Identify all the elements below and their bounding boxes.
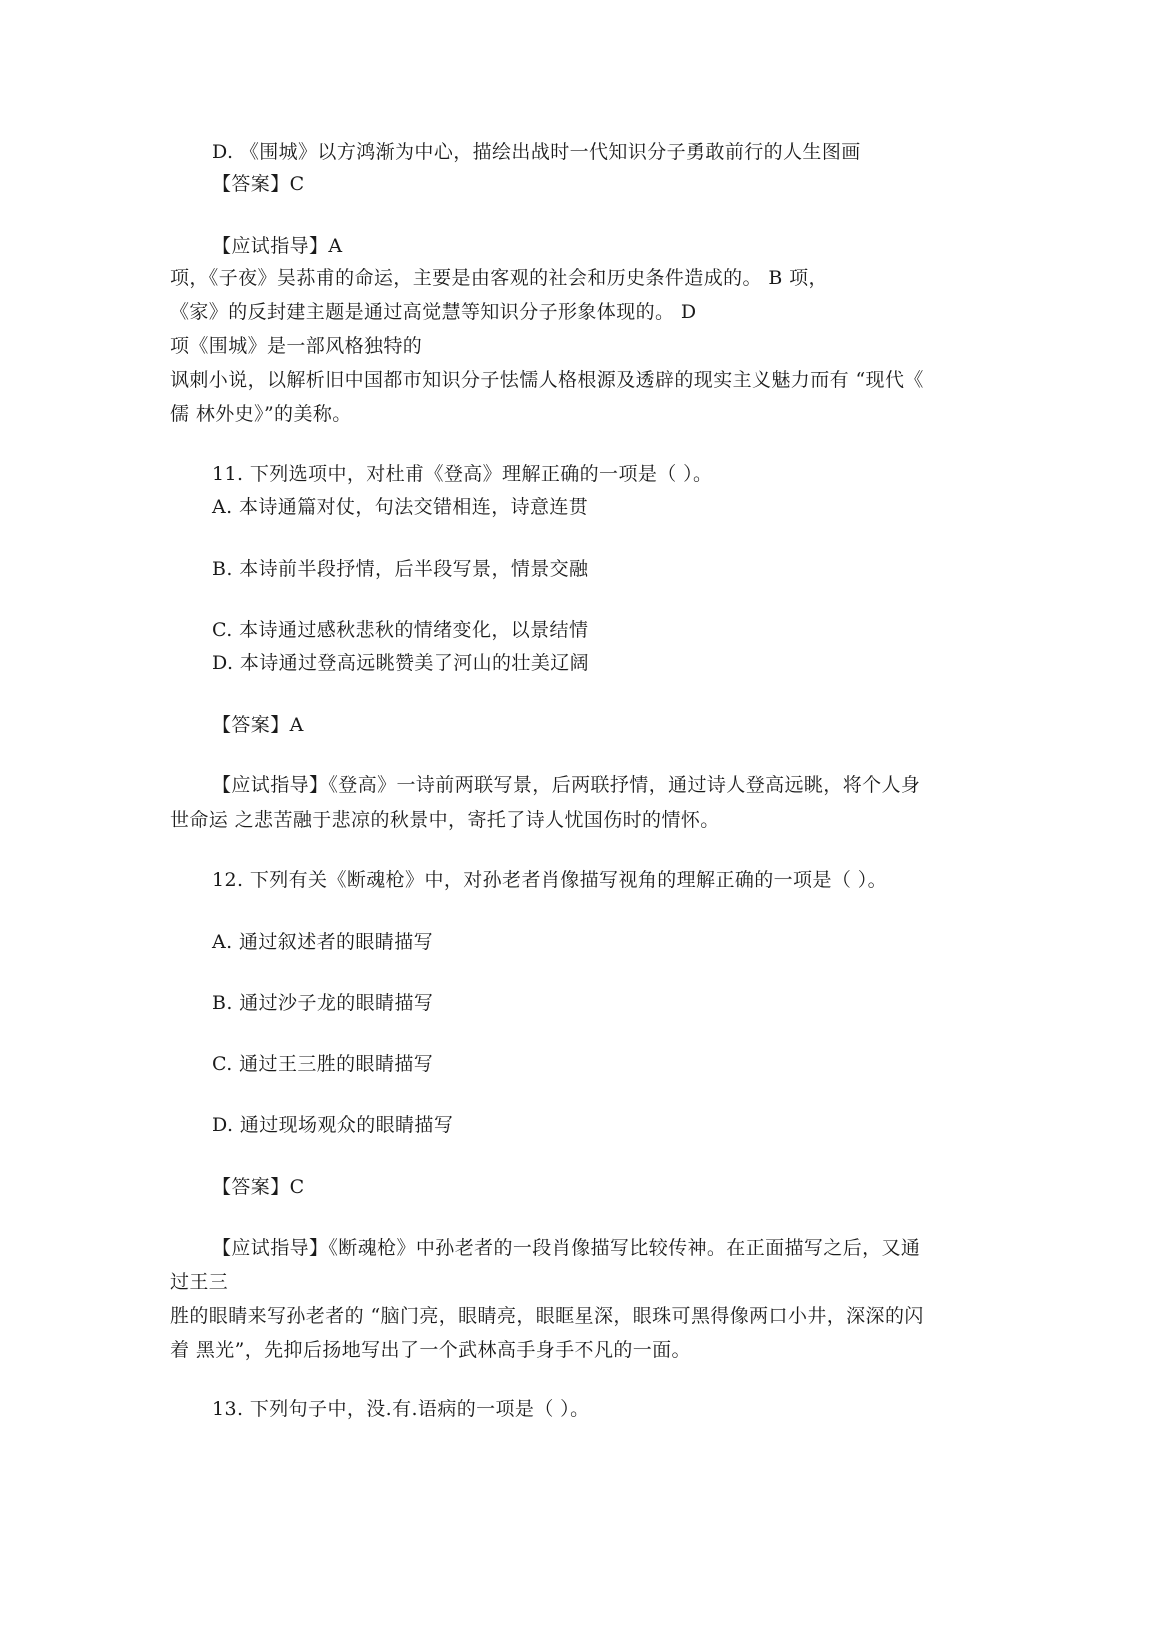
guidance-q12-line3: 胜的眼睛来写孙老者的 “脑门亮，眼睛亮，眼眶星深，眼珠可黑得像两口小井，深深的闪 — [170, 1305, 924, 1327]
guidance-q12-line4: 着 黑光”，先抑后扬地写出了一个武林高手身手不凡的一面。 — [170, 1339, 691, 1361]
option-c-q11: C. 本诗通过感秋悲秋的情绪变化，以景结情 — [212, 619, 589, 641]
guidance-q10-line1: 项，《子夜》吴荪甫的命运，主要是由客观的社会和历史条件造成的。 B 项， — [170, 267, 828, 289]
guidance-q10-line5: 儒 林外史》”的美称。 — [170, 403, 352, 425]
question-12: 12. 下列有关《断魂枪》中，对孙老者肖像描写视角的理解正确的一项是（ ）。 — [212, 869, 887, 891]
guidance-q12-line1: 【应试指导】《断魂枪》中孙老者的一段肖像描写比较传神。在正面描写之后，又通 — [212, 1237, 921, 1259]
answer-q11: 【答案】A — [212, 714, 304, 736]
option-d-q10: D. 《围城》以方鸿渐为中心，描绘出战时一代知识分子勇敢前行的人生图画 — [212, 141, 861, 163]
option-b-q11: B. 本诗前半段抒情，后半段写景，情景交融 — [212, 558, 589, 580]
option-a-q12: A. 通过叙述者的眼睛描写 — [212, 931, 434, 953]
guidance-q11-line1: 【应试指导】《登高》一诗前两联写景，后两联抒情，通过诗人登高远眺，将个人身 — [212, 774, 921, 796]
guidance-q10-line2: 《家》的反封建主题是通过高觉慧等知识分子形象体现的。 D — [170, 301, 697, 323]
guidance-q11-line2: 世命运 之悲苦融于悲凉的秋景中，寄托了诗人忧国伤时的情怀。 — [170, 809, 720, 831]
option-b-q12: B. 通过沙子龙的眼睛描写 — [212, 992, 434, 1014]
option-d-q12: D. 通过现场观众的眼睛描写 — [212, 1114, 454, 1136]
guidance-q10-label: 【应试指导】A — [212, 235, 343, 257]
option-c-q12: C. 通过王三胜的眼睛描写 — [212, 1053, 434, 1075]
option-d-q11: D. 本诗通过登高远眺赞美了河山的壮美辽阔 — [212, 652, 590, 674]
question-11: 11. 下列选项中，对杜甫《登高》理解正确的一项是（ ）。 — [212, 463, 713, 485]
question-13: 13. 下列句子中，没.有.语病的一项是（ ）。 — [212, 1398, 590, 1420]
answer-q12: 【答案】C — [212, 1176, 305, 1198]
guidance-q12-line2: 过王三 — [170, 1271, 229, 1293]
guidance-q10-line4: 讽刺小说，以解析旧中国都市知识分子怯懦人格根源及透辟的现实主义魅力而有 “现代《 — [170, 369, 924, 391]
guidance-q10-line3: 项《围城》是一部风格独特的 — [170, 335, 423, 357]
option-a-q11: A. 本诗通篇对仗，句法交错相连，诗意连贯 — [212, 496, 589, 518]
answer-q10: 【答案】C — [212, 173, 305, 195]
